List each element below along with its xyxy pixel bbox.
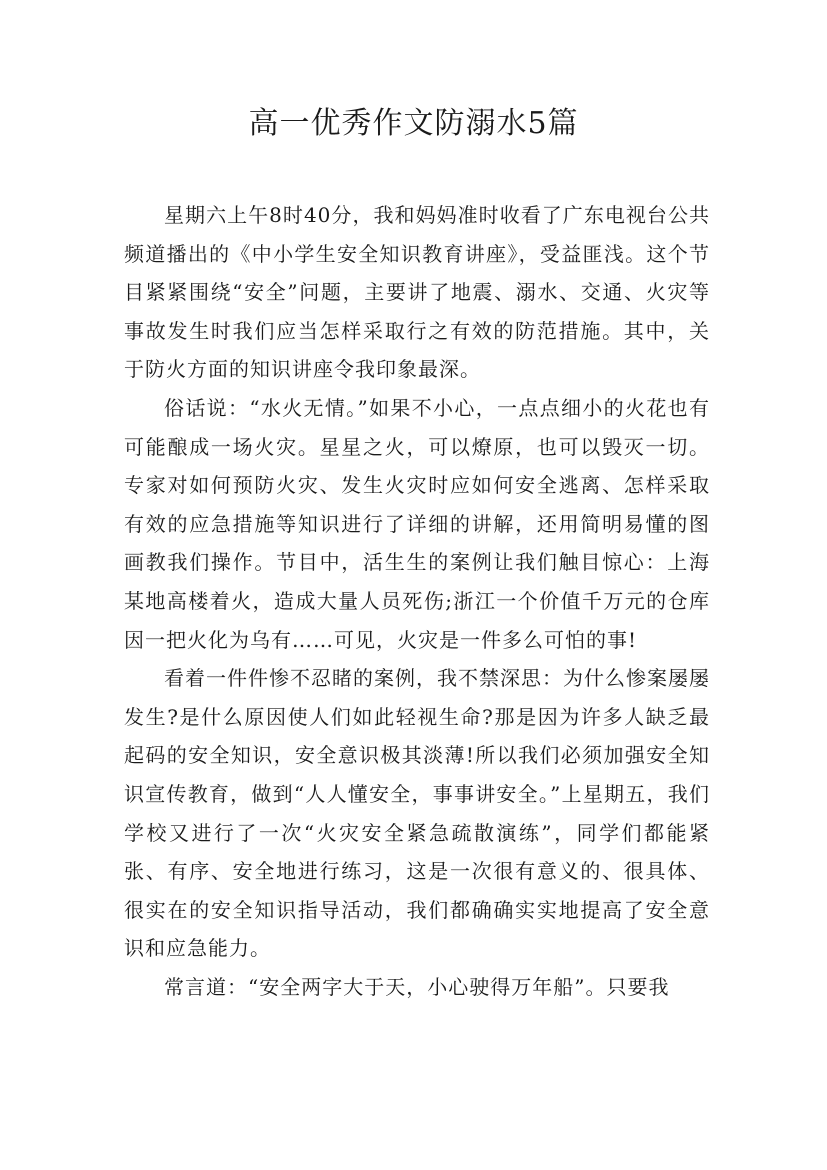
paragraph-2: 俗话说：“水火无情。”如果不小心，一点点细小的火花也有可能酿成一场火灾。星星之火，可以燎原，也可以毁灭一切。专家对如何预防火灾、发生火灾时应如何安全逃离、怎样采取有效的应急措施等知识进行了详细的讲解，还用简明易懂的图画教我们操作。节目中，活生生的案例让我们触目惊心：上海某地高楼着火，造成大量人员死伤;浙江一个价值千万元的仓库因一把火化为乌有……可见，火灾是一件多么可怕的事!	[124, 395, 710, 652]
paragraph-1: 星期六上午8时40分，我和妈妈准时收看了广东电视台公共频道播出的《中小学生安全知识教育讲座》，受益匪浅。这个节目紧紧围绕“安全”问题，主要讲了地震、溺水、交通、火灾等事故发生时我们应当怎样采取行之有效的防范措施。其中，关于防火方面的知识讲座令我印象最深。	[124, 203, 710, 382]
paragraph-4: 常言道：“安全两字大于天，小心驶得万年船”。只要我	[164, 974, 670, 999]
document-title: 高一优秀作文防溺水5篇	[248, 106, 579, 141]
paragraph-3: 看着一件件惨不忍睹的案例，我不禁深思：为什么惨案屡屡发生?是什么原因使人们如此轻视生命?那是因为许多人缺乏最起码的安全知识，安全意识极其淡薄!所以我们必须加强安全知识宣传教育，做到“人人懂安全，事事讲安全。”上星期五，我们学校又进行了一次“火灾安全紧急疏散演练”，同学们都能紧张、有序、安全地进行练习，这是一次很有意义的、很具体、很实在的安全知识指导活动，我们都确确实实地提高了安全意识和应急能力。	[124, 666, 710, 961]
document-body	[124, 196, 710, 1006]
